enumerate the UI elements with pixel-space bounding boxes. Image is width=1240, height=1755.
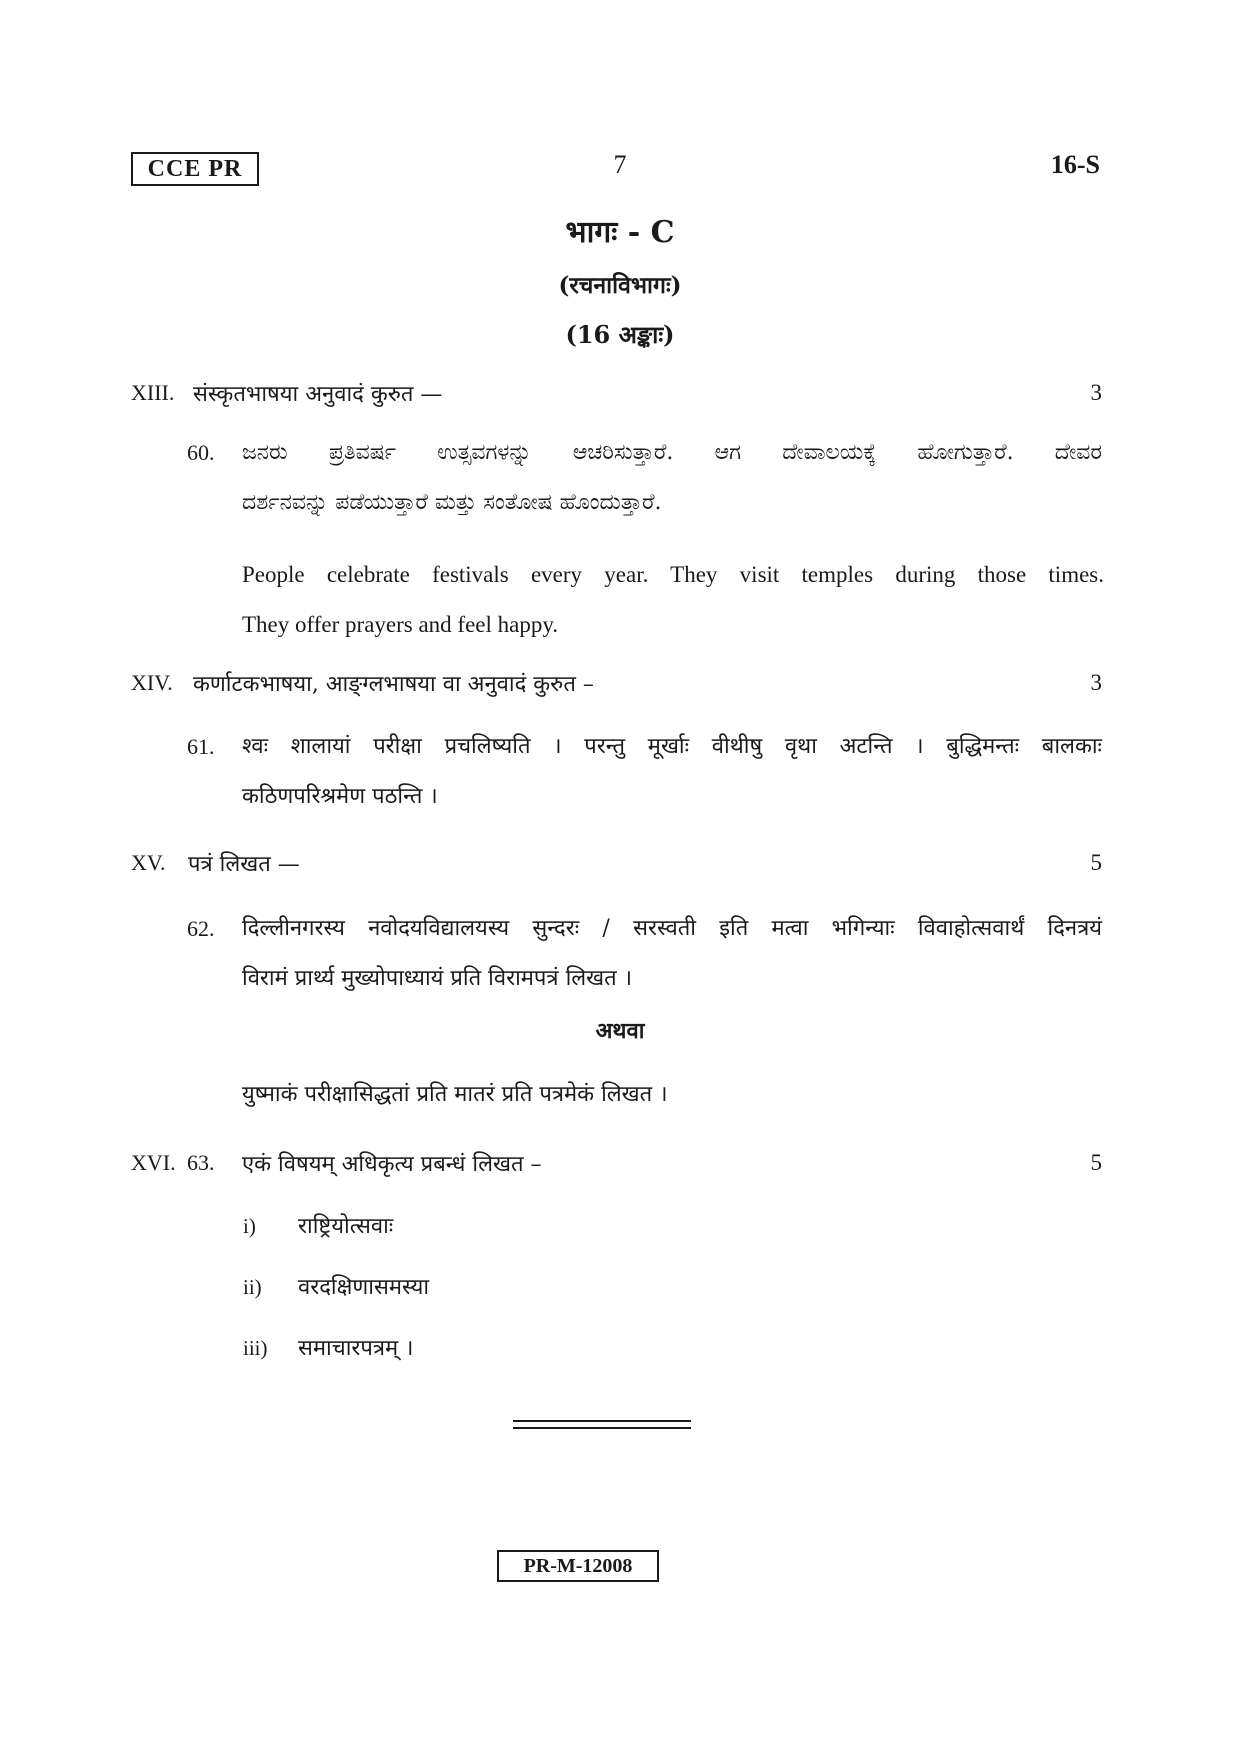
- question-marks: 3: [1090, 380, 1102, 405]
- question-instruction: पत्रं लिखत —: [188, 852, 300, 877]
- question-number: XVI.: [131, 1150, 176, 1175]
- option-number: i): [243, 1214, 256, 1238]
- option-number: iii): [243, 1336, 268, 1360]
- option-text: वरदक्षिणासमस्या: [298, 1275, 430, 1300]
- question-instruction: कर्णाटकभाषया, आङ्ग्लभाषया वा अनुवादं कुरुत –: [193, 672, 594, 697]
- question-number: XV.: [131, 850, 166, 875]
- letter-prompt-line: दिल्लीनगरस्य नवोदयविद्यालयस्य सुन्दरः / सरस्वती इति मत्वा भगिन्याः विवाहोत्सवार्थं दिनत्रयं: [242, 916, 1102, 941]
- question-instruction: संस्कृतभाषया अनुवादं कुरुत —: [193, 382, 443, 407]
- end-rule: [513, 1420, 691, 1422]
- question-marks: 3: [1090, 670, 1102, 695]
- kannada-passage-line: ದರ್ಶನವನ್ನು ಪಡೆಯುತ್ತಾರೆ ಮತ್ತು ಸಂತೋಷ ಹೊಂದುತ್ತಾರೆ.: [242, 490, 662, 515]
- paper-code: 16-S: [1050, 150, 1100, 179]
- sub-question-number: 61.: [187, 734, 215, 759]
- end-rule: [513, 1427, 691, 1429]
- english-passage-line: They offer prayers and feel happy.: [242, 612, 559, 637]
- question-number: XIV.: [131, 670, 173, 695]
- question-marks: 5: [1090, 1150, 1102, 1175]
- kannada-passage-line: ಜನರು ಪ್ರತಿವರ್ಷ ಉತ್ಸವಗಳನ್ನು ಆಚರಿಸುತ್ತಾರೆ. ಆಗ ದೇವಾಲಯಕ್ಕೆ ಹೋಗುತ್ತಾರೆ. ದೇವರ: [242, 440, 1102, 465]
- question-number: XIII.: [131, 380, 175, 405]
- question-instruction: एकं विषयम् अधिकृत्य प्रबन्धं लिखत –: [242, 1152, 542, 1177]
- part-marks: (16 अङ्काः): [565, 320, 675, 349]
- page-number: 7: [613, 150, 627, 179]
- option-text: समाचारपत्रम् ।: [298, 1336, 414, 1361]
- footer-code-box: PR-M-12008: [497, 1550, 659, 1582]
- alternative-prompt: युष्माकं परीक्षासिद्धतां प्रति मातरं प्रति पत्रमेकं लिखत ।: [242, 1082, 668, 1107]
- part-title: भागः - C: [565, 215, 675, 250]
- option-number: ii): [243, 1275, 262, 1299]
- series-code-box: CCE PR: [131, 152, 259, 186]
- sanskrit-passage-line: कठिणपरिश्रमेण पठन्ति ।: [242, 784, 438, 809]
- question-marks: 5: [1090, 850, 1102, 875]
- sub-question-number: 60.: [187, 440, 215, 465]
- sub-question-number: 63.: [187, 1150, 215, 1175]
- letter-prompt-line: विरामं प्रार्थ्य मुख्योपाध्यायं प्रति विरामपत्रं लिखत ।: [242, 966, 633, 991]
- or-separator: अथवा: [595, 1018, 645, 1044]
- part-subtitle: (रचनाविभागः): [558, 272, 682, 299]
- english-passage-line: People celebrate festivals every year. They visit temples during those times.: [242, 562, 1104, 587]
- sanskrit-passage-line: श्वः शालायां परीक्षा प्रचलिष्यति । परन्तु मूर्खाः वीथीषु वृथा अटन्ति । बुद्धिमन्तः बालकाः: [242, 734, 1102, 759]
- option-text: राष्ट्रियोत्सवाः: [298, 1214, 394, 1239]
- sub-question-number: 62.: [187, 916, 215, 941]
